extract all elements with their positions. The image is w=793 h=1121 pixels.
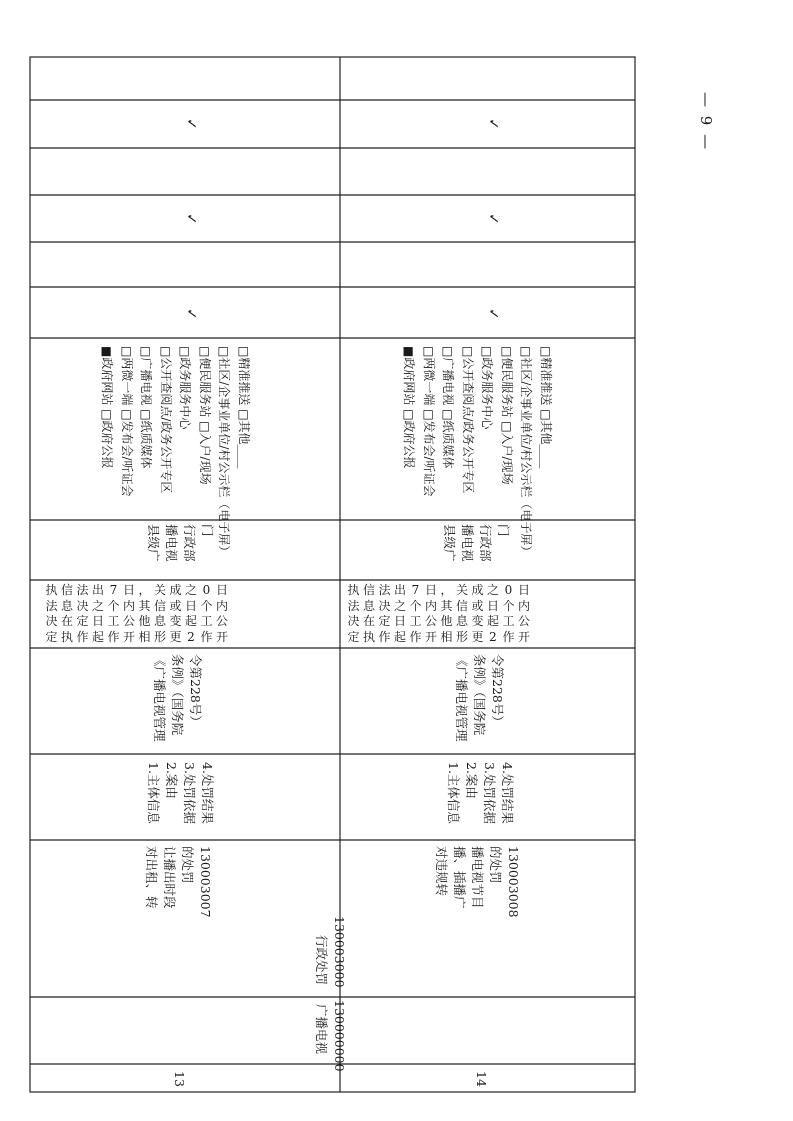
- checkbox-empty-icon: □: [538, 346, 553, 358]
- time-limit-column: 0个工作: [502, 583, 515, 644]
- time-limit-column: 信息在执: [362, 583, 375, 644]
- basis-line: 条例》（国务院: [170, 654, 185, 736]
- check-county: ✓: [183, 118, 199, 130]
- channel-label: 政府网站: [402, 357, 416, 406]
- checkbox-empty-icon: □: [499, 346, 514, 358]
- checkbox-checked-icon: ■: [402, 346, 416, 358]
- item-line: 的处罚: [488, 846, 503, 884]
- item-line: 播、插播广: [452, 846, 467, 909]
- page-number: — 9 —: [697, 92, 715, 152]
- content-line: 4.处罚结果: [200, 762, 215, 824]
- basis-line: 条例》（国务院: [472, 654, 487, 736]
- content-line: 3.处罚依据: [482, 762, 497, 824]
- channel-label: 广播电视: [139, 357, 153, 406]
- check-all-society: ✓: [485, 308, 501, 320]
- type-name: 行政处罚: [314, 935, 329, 986]
- channel-label: 便民服务站: [499, 357, 514, 418]
- basis-line: 令第228号）: [490, 654, 505, 728]
- channel-label: 政务服务中心: [480, 357, 494, 430]
- checkbox-empty-icon: □: [119, 346, 134, 358]
- checkbox-empty-icon: □: [197, 346, 212, 358]
- subject-line: 播电视: [164, 524, 179, 562]
- channel-label: 政务服务中心: [178, 357, 192, 430]
- checkbox-empty-icon: □: [100, 409, 114, 421]
- item-line: 对出租、转: [144, 846, 159, 909]
- channel-label: 两微一端: [119, 357, 134, 406]
- check-all-society: ✓: [183, 308, 199, 320]
- basis-line: 令第228号）: [188, 654, 203, 728]
- item-line: 对违规转: [434, 846, 449, 897]
- channel-line: [402, 346, 416, 469]
- checkbox-empty-icon: □: [197, 421, 212, 433]
- channel-label: 发布会/听证会: [119, 420, 134, 497]
- checkbox-empty-icon: □: [236, 346, 251, 358]
- checkbox-empty-icon: □: [519, 346, 533, 358]
- subject-line: 门: [200, 524, 215, 537]
- item-line: 的处罚: [180, 846, 195, 884]
- content-line: 1.主体信息: [146, 762, 161, 824]
- checkbox-checked-icon: ■: [100, 346, 114, 358]
- time-limit-column: 日内公开: [122, 583, 135, 644]
- channel-line: [120, 346, 134, 497]
- seq-number: 13: [172, 1071, 187, 1087]
- subject-line: 行政部: [182, 524, 197, 562]
- checkbox-empty-icon: □: [178, 346, 192, 358]
- channel-label: 纸质媒体: [139, 420, 153, 469]
- check-proactive: ✓: [485, 213, 501, 225]
- time-limit-column: 法决定作: [378, 583, 391, 644]
- item-line: 130003007: [198, 846, 213, 918]
- channel-line: [519, 346, 533, 557]
- time-limit-column: 0个工作: [200, 583, 213, 644]
- channel-label: 纸质媒体: [441, 420, 455, 469]
- checkbox-empty-icon: □: [421, 409, 436, 421]
- channel-line: [198, 346, 212, 485]
- channel-line: [422, 346, 436, 497]
- checkbox-empty-icon: □: [538, 409, 553, 421]
- time-limit-column: 法决定作: [76, 583, 89, 644]
- channel-label: 其他____: [538, 420, 553, 469]
- time-limit-column: 之日起2: [184, 583, 197, 644]
- channel-label: 广播电视: [441, 357, 455, 406]
- time-limit-column: 执法决定: [347, 583, 360, 644]
- subject-line: 县级广: [442, 524, 457, 562]
- checkbox-empty-icon: □: [139, 409, 153, 421]
- channel-label: 便民服务站: [197, 357, 212, 418]
- content-line: 3.处罚依据: [182, 762, 197, 824]
- checkbox-empty-icon: □: [402, 409, 416, 421]
- channel-label: 入户/现场: [499, 432, 514, 485]
- channel-label: 入户/现场: [197, 432, 212, 485]
- subject-line: 县级广: [146, 524, 161, 562]
- content-line: 2.案由: [464, 762, 479, 799]
- basis-line: 《广播电视管理: [454, 654, 469, 742]
- time-limit-column: 日内公开: [424, 583, 437, 644]
- checkbox-empty-icon: □: [139, 346, 153, 358]
- channel-line: [139, 346, 153, 469]
- item-line: 130003008: [506, 846, 521, 918]
- channel-line: [237, 346, 251, 469]
- checkbox-empty-icon: □: [236, 409, 251, 421]
- time-limit-column: 7个工作: [107, 583, 120, 644]
- time-limit-column: 关信息形: [153, 583, 166, 644]
- channel-label: 社区/企事业单位/村公示栏（电子屏）: [217, 357, 231, 558]
- channel-line: [217, 346, 231, 557]
- time-limit-column: 7个工作: [409, 583, 422, 644]
- channel-line: [178, 346, 192, 429]
- checkbox-empty-icon: □: [217, 346, 231, 358]
- subject-line: 播电视: [460, 524, 475, 562]
- content-line: 1.主体信息: [446, 762, 461, 824]
- time-limit-column: 信息在执: [60, 583, 73, 644]
- channel-label: 两微一端: [421, 357, 436, 406]
- time-limit-column: 出之日起: [393, 583, 406, 644]
- time-limit-column: 出之日起: [91, 583, 104, 644]
- check-county: ✓: [485, 118, 501, 130]
- time-limit-column: 成或变更: [169, 583, 182, 644]
- channel-label: 政府公报: [402, 420, 416, 469]
- channel-label: 政府公报: [100, 420, 114, 469]
- channel-line: [159, 346, 173, 493]
- time-limit-column: 日内公开: [517, 583, 530, 644]
- checkbox-empty-icon: □: [158, 346, 173, 358]
- item-line: 让播出时段: [162, 846, 177, 909]
- subject-line: 行政部: [478, 524, 493, 562]
- basis-line: 《广播电视管理: [152, 654, 167, 742]
- channel-line: [539, 346, 553, 469]
- time-limit-column: 关信息形: [455, 583, 468, 644]
- channel-line: [480, 346, 494, 429]
- content-line: 4.处罚结果: [500, 762, 515, 824]
- checkbox-empty-icon: □: [441, 346, 455, 358]
- channel-line: [461, 346, 475, 493]
- checkbox-empty-icon: □: [421, 346, 436, 358]
- channel-label: 精准推送: [538, 357, 553, 406]
- seq-number: 14: [474, 1071, 489, 1087]
- category-name: 广播电视: [314, 1004, 329, 1055]
- time-limit-column: 执法决定: [45, 583, 58, 644]
- time-limit-column: 成或变更: [471, 583, 484, 644]
- channel-label: 公开查阅点/政务公开专区: [460, 357, 475, 494]
- time-limit-column: ，其他相: [440, 583, 453, 644]
- channel-label: 公开查阅点/政务公开专区: [158, 357, 173, 494]
- item-line: 播电视节目: [470, 846, 485, 909]
- subject-line: 门: [496, 524, 511, 537]
- channel-label: 社区/企事业单位/村公示栏（电子屏）: [519, 357, 533, 558]
- channel-line: [500, 346, 514, 485]
- channel-label: 政府网站: [100, 357, 114, 406]
- channel-line: [441, 346, 455, 469]
- channel-label: 发布会/听证会: [421, 420, 436, 497]
- channel-label: 其他____: [236, 420, 251, 469]
- checkbox-empty-icon: □: [441, 409, 455, 421]
- type-code: 130003000: [332, 916, 347, 988]
- checkbox-empty-icon: □: [460, 346, 475, 358]
- checkbox-empty-icon: □: [499, 421, 514, 433]
- content-line: 2.案由: [164, 762, 179, 799]
- time-limit-column: 之日起2: [486, 583, 499, 644]
- channel-label: 精准推送: [236, 357, 251, 406]
- category-code: 130000000: [332, 1000, 347, 1072]
- checkbox-empty-icon: □: [480, 346, 494, 358]
- time-limit-column: ，其他相: [138, 583, 151, 644]
- time-limit-column: 日内公开: [215, 583, 228, 644]
- channel-line: [100, 346, 114, 469]
- checkbox-empty-icon: □: [119, 409, 134, 421]
- check-proactive: ✓: [183, 213, 199, 225]
